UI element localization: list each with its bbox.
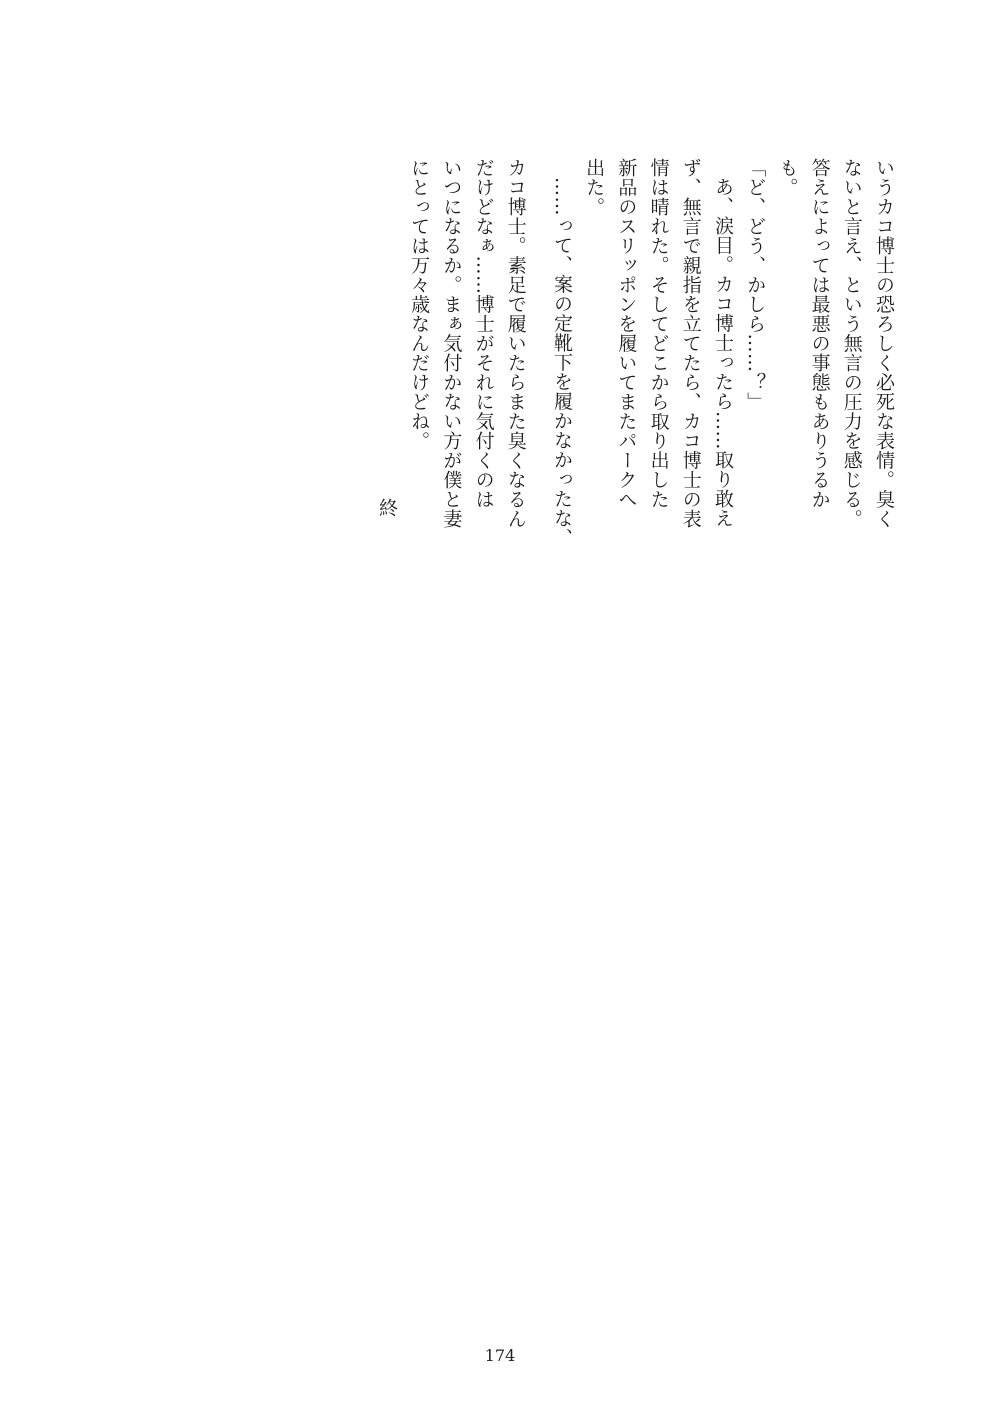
page-number: 174 — [484, 1346, 516, 1365]
text-line: にとっては万々歳なんだけどね。 — [408, 158, 431, 451]
text-line: 出た。 — [583, 158, 606, 217]
text-line: いつになるか。まぁ気付かない方が僕と妻 — [440, 158, 463, 529]
text-line: 答えによっては最悪の事態もありうるか — [808, 158, 831, 509]
text-line: いうカコ博士の恐ろしく必死な表情。臭く — [873, 158, 895, 529]
text-line: も。 — [776, 158, 799, 197]
text-line: ……って、案の定靴下を履かなかったな、 — [550, 177, 573, 548]
text-line: ないと言え、という無言の圧力を感じる。 — [840, 158, 863, 529]
text-line: だけどなぁ……博士がそれに気付くのは — [472, 158, 495, 509]
text-line: あ、涙目。カコ博士ったら……取り敢え — [711, 177, 734, 528]
vertical-text-body — [300, 158, 900, 548]
text-line: 新品のスリッポンを履いてまたパークへ — [615, 158, 638, 509]
text-line: カコ博士。素足で履いたらまた臭くなるん — [504, 158, 527, 529]
dialogue-line: 「ど、どう、かしら……？」 — [744, 158, 767, 412]
text-line: ず、無言で親指を立てたら、カコ博士の表 — [679, 158, 702, 529]
end-mark: 終 — [375, 498, 398, 518]
text-line: 情は晴れた。そしてどこから取り出した — [647, 158, 670, 509]
